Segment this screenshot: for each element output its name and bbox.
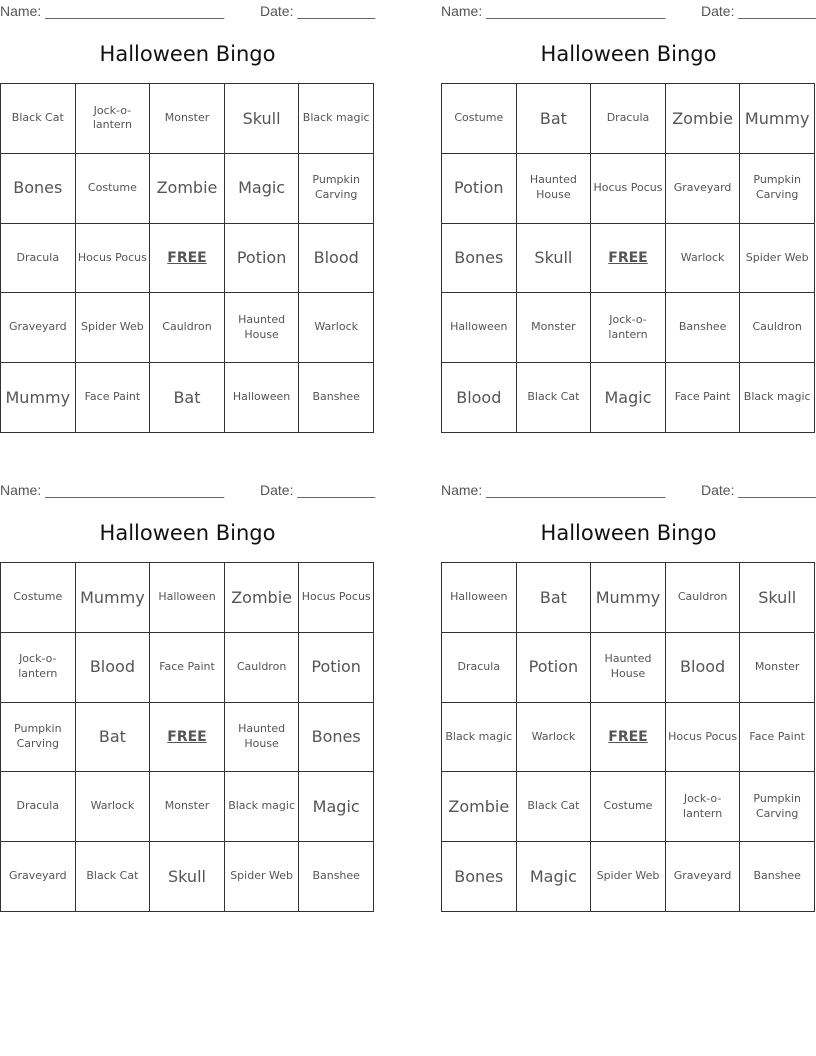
bingo-cell[interactable]: Warlock: [517, 703, 592, 773]
bingo-cell[interactable]: Bones: [299, 703, 374, 773]
bingo-cell[interactable]: Graveyard: [1, 842, 76, 912]
bingo-cell[interactable]: Bones: [442, 224, 517, 294]
bingo-cell[interactable]: Black magic: [299, 84, 374, 154]
bingo-cell[interactable]: Spider Web: [225, 842, 300, 912]
free-space[interactable]: FREE: [591, 703, 666, 773]
bingo-grid: [441, 562, 815, 912]
card-header: [0, 3, 375, 21]
bingo-cell[interactable]: Graveyard: [1, 293, 76, 363]
bingo-cell[interactable]: Warlock: [299, 293, 374, 363]
bingo-cell[interactable]: Bat: [517, 84, 592, 154]
card-title: Halloween Bingo: [540, 521, 717, 545]
bingo-cell[interactable]: Warlock: [76, 772, 151, 842]
card-header: [441, 3, 816, 21]
bingo-cell[interactable]: Zombie: [442, 772, 517, 842]
bingo-cell[interactable]: Costume: [591, 772, 666, 842]
bingo-cell[interactable]: Black magic: [225, 772, 300, 842]
bingo-card-4: [441, 479, 816, 919]
bingo-cell[interactable]: Graveyard: [666, 154, 741, 224]
bingo-cell[interactable]: Zombie: [666, 84, 741, 154]
bingo-card-1: [0, 0, 375, 440]
bingo-cell[interactable]: Face Paint: [666, 363, 741, 433]
bingo-cell[interactable]: Jock-o-lantern: [1, 633, 76, 703]
date-field[interactable]: Date: __________: [260, 3, 376, 19]
bingo-cell[interactable]: Costume: [1, 563, 76, 633]
bingo-cell[interactable]: Hocus Pocus: [666, 703, 741, 773]
bingo-cell[interactable]: Black Cat: [517, 363, 592, 433]
bingo-grid: [0, 562, 374, 912]
bingo-cell[interactable]: Haunted House: [591, 633, 666, 703]
bingo-cell[interactable]: Potion: [225, 224, 300, 294]
bingo-cell[interactable]: Cauldron: [225, 633, 300, 703]
bingo-cell[interactable]: Skull: [740, 563, 815, 633]
bingo-cell[interactable]: Dracula: [442, 633, 517, 703]
bingo-cell[interactable]: Dracula: [1, 772, 76, 842]
bingo-cell[interactable]: Magic: [517, 842, 592, 912]
bingo-grid: [0, 83, 374, 433]
bingo-cell[interactable]: Pumpkin Carving: [740, 154, 815, 224]
bingo-card-3: [0, 479, 375, 919]
bingo-cell[interactable]: Jock-o-lantern: [591, 293, 666, 363]
bingo-cell[interactable]: Pumpkin Carving: [1, 703, 76, 773]
bingo-cell[interactable]: Dracula: [591, 84, 666, 154]
bingo-cell[interactable]: Pumpkin Carving: [740, 772, 815, 842]
card-header: [0, 482, 375, 500]
bingo-cell[interactable]: Halloween: [442, 563, 517, 633]
bingo-cell[interactable]: Banshee: [299, 363, 374, 433]
bingo-cell[interactable]: Bones: [442, 842, 517, 912]
name-field[interactable]: Name: _______________________: [441, 482, 666, 498]
bingo-cell[interactable]: Monster: [150, 84, 225, 154]
bingo-cell[interactable]: Hocus Pocus: [591, 154, 666, 224]
bingo-cell[interactable]: Blood: [442, 363, 517, 433]
bingo-cell[interactable]: Black magic: [740, 363, 815, 433]
date-field[interactable]: Date: __________: [701, 3, 816, 19]
bingo-cell[interactable]: Blood: [299, 224, 374, 294]
bingo-cell[interactable]: Magic: [299, 772, 374, 842]
bingo-cell[interactable]: Costume: [442, 84, 517, 154]
bingo-cell[interactable]: Halloween: [150, 563, 225, 633]
bingo-cell[interactable]: Black Cat: [517, 772, 592, 842]
bingo-cell[interactable]: Spider Web: [740, 224, 815, 294]
bingo-cell[interactable]: Haunted House: [225, 293, 300, 363]
bingo-cell[interactable]: Skull: [150, 842, 225, 912]
bingo-cell[interactable]: Face Paint: [740, 703, 815, 773]
bingo-cell[interactable]: Halloween: [225, 363, 300, 433]
bingo-cell[interactable]: Skull: [225, 84, 300, 154]
bingo-cell[interactable]: Haunted House: [517, 154, 592, 224]
bingo-cell[interactable]: Black Cat: [76, 842, 151, 912]
bingo-cell[interactable]: Zombie: [150, 154, 225, 224]
bingo-cell[interactable]: Face Paint: [76, 363, 151, 433]
bingo-cell[interactable]: Zombie: [225, 563, 300, 633]
bingo-cell[interactable]: Bat: [150, 363, 225, 433]
bingo-grid: [441, 83, 815, 433]
bingo-cell[interactable]: Jock-o-lantern: [76, 84, 151, 154]
bingo-cell[interactable]: Blood: [666, 633, 741, 703]
bingo-cell[interactable]: Haunted House: [225, 703, 300, 773]
bingo-cell[interactable]: Bat: [517, 563, 592, 633]
bingo-cell[interactable]: Mummy: [76, 563, 151, 633]
card-title: Halloween Bingo: [99, 42, 276, 66]
bingo-cell[interactable]: Monster: [740, 633, 815, 703]
name-field[interactable]: Name: _______________________: [441, 3, 666, 19]
name-field[interactable]: Name: _______________________: [0, 482, 225, 498]
bingo-cell[interactable]: Potion: [517, 633, 592, 703]
date-field[interactable]: Date: __________: [260, 482, 376, 498]
bingo-cell[interactable]: Black Cat: [1, 84, 76, 154]
bingo-cell[interactable]: Jock-o-lantern: [666, 772, 741, 842]
bingo-cell[interactable]: Black magic: [442, 703, 517, 773]
bingo-cell[interactable]: Spider Web: [76, 293, 151, 363]
bingo-cell[interactable]: Cauldron: [666, 563, 741, 633]
bingo-cell[interactable]: Monster: [517, 293, 592, 363]
bingo-cell[interactable]: Dracula: [1, 224, 76, 294]
bingo-cell[interactable]: Warlock: [666, 224, 741, 294]
bingo-cell[interactable]: Magic: [591, 363, 666, 433]
card-header: [441, 482, 816, 500]
free-space[interactable]: FREE: [150, 703, 225, 773]
bingo-cell[interactable]: Costume: [76, 154, 151, 224]
bingo-cell[interactable]: Pumpkin Carving: [299, 154, 374, 224]
bingo-cell[interactable]: Face Paint: [150, 633, 225, 703]
bingo-cell[interactable]: Monster: [150, 772, 225, 842]
card-title: Halloween Bingo: [99, 521, 276, 545]
bingo-cell[interactable]: Hocus Pocus: [76, 224, 151, 294]
bingo-cell[interactable]: Mummy: [740, 84, 815, 154]
bingo-cell[interactable]: Graveyard: [666, 842, 741, 912]
bingo-cell[interactable]: Potion: [442, 154, 517, 224]
bingo-cell[interactable]: Spider Web: [591, 842, 666, 912]
card-title: Halloween Bingo: [540, 42, 717, 66]
bingo-cell[interactable]: Mummy: [591, 563, 666, 633]
bingo-cell[interactable]: Cauldron: [150, 293, 225, 363]
bingo-cell[interactable]: Banshee: [666, 293, 741, 363]
bingo-cell[interactable]: Potion: [299, 633, 374, 703]
bingo-cell[interactable]: Mummy: [1, 363, 76, 433]
bingo-card-2: [441, 0, 816, 440]
bingo-cell[interactable]: Bones: [1, 154, 76, 224]
bingo-cell[interactable]: Magic: [225, 154, 300, 224]
bingo-cell[interactable]: Halloween: [442, 293, 517, 363]
bingo-cell[interactable]: Hocus Pocus: [299, 563, 374, 633]
free-space[interactable]: FREE: [591, 224, 666, 294]
free-space[interactable]: FREE: [150, 224, 225, 294]
bingo-cell[interactable]: Skull: [517, 224, 592, 294]
bingo-cell[interactable]: Cauldron: [740, 293, 815, 363]
bingo-cell[interactable]: Banshee: [740, 842, 815, 912]
bingo-cell[interactable]: Bat: [76, 703, 151, 773]
bingo-cell[interactable]: Banshee: [299, 842, 374, 912]
date-field[interactable]: Date: __________: [701, 482, 816, 498]
bingo-cell[interactable]: Blood: [76, 633, 151, 703]
name-field[interactable]: Name: _______________________: [0, 3, 225, 19]
